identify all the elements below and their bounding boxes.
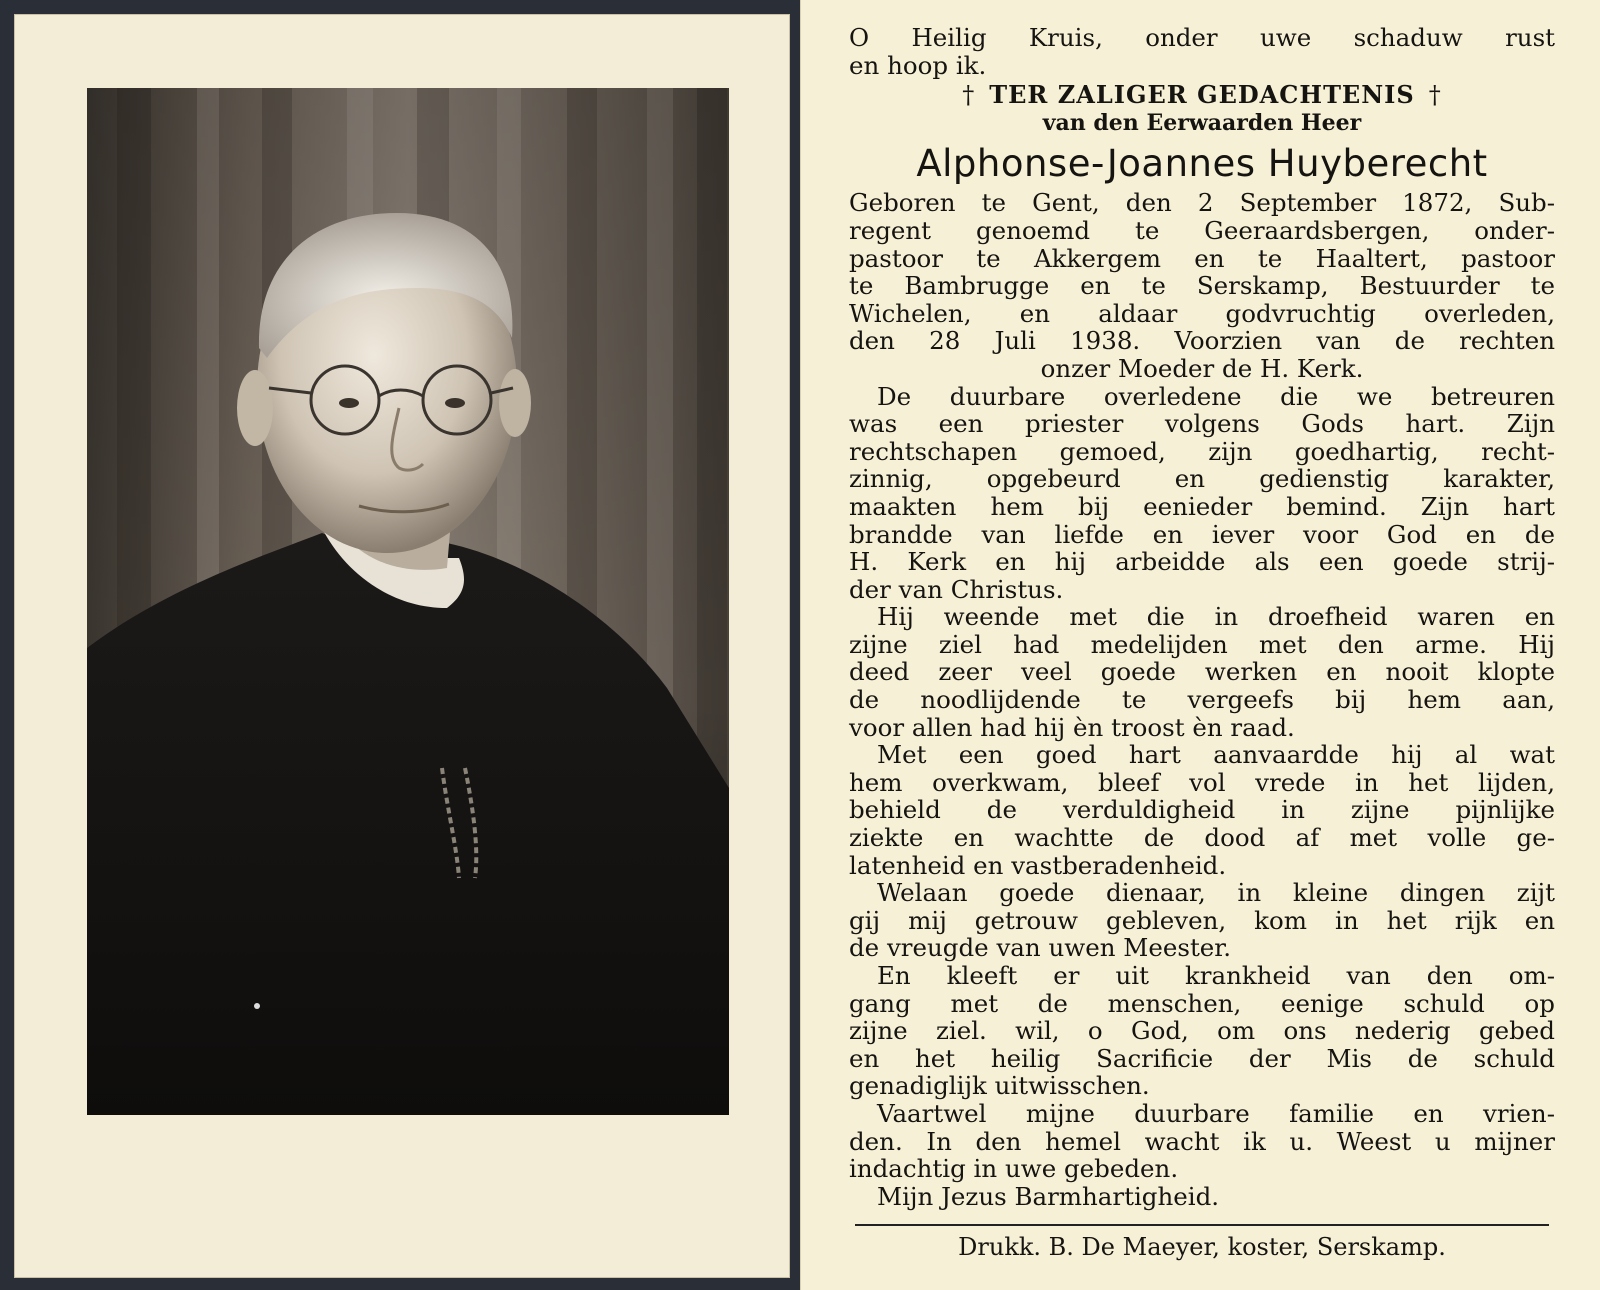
text-line: zinnig, opgebeurd en gedienstig karakter,: [849, 464, 1555, 494]
bio-line: te Bambrugge en te Serskamp, Bestuurder te: [849, 271, 1555, 301]
bio-line: regent genoemd te Geeraardsbergen, onder-: [849, 215, 1555, 245]
text-line: de noodlijdende te vergeefs bij hem aan,: [849, 685, 1555, 715]
divider: [855, 1224, 1549, 1226]
memorial-text: [849, 24, 1555, 1262]
text-line: behield de verduldigheid in zijne pijnlijke: [849, 795, 1555, 825]
text-line: genadiglijk uitwisschen.: [849, 1071, 1150, 1101]
paragraph-2: [849, 603, 1555, 741]
text-line: gij mij getrouw gebleven, kom in het rijk en: [849, 905, 1555, 935]
text-line: voor allen had hij èn troost èn raad.: [849, 712, 1295, 742]
paragraph-6: [849, 1100, 1555, 1183]
text-line: deed zeer veel goede werken en nooit klopte: [849, 657, 1555, 687]
text-line: indachtig in uwe gebeden.: [849, 1154, 1179, 1184]
paragraph-3: [849, 741, 1555, 879]
text-line: de vreugde van uwen Meester.: [849, 933, 1232, 963]
cross-icon-left: †: [962, 81, 976, 110]
motto: [849, 24, 1555, 79]
heading: [849, 81, 1555, 110]
cross-icon-right: †: [1428, 81, 1442, 110]
text-line: zijne ziel had medelijden met den arme. Hij: [849, 629, 1555, 659]
text-line: brandde van liefde en iever voor God en de: [849, 519, 1555, 549]
paragraph-1: [849, 383, 1555, 411]
text-line: gang met de menschen, eenige schuld op: [849, 988, 1555, 1018]
bio-line: den 28 Juli 1938. Voorzien van de rechten: [849, 326, 1555, 356]
deceased-name: Alphonse-Joannes Huyberecht: [916, 142, 1488, 186]
portrait-image: [87, 88, 729, 1115]
signoff: Mijn Jezus Barmhartigheid.: [877, 1181, 1220, 1211]
text-line: ziekte en wachtte de dood af met volle ge-: [849, 823, 1555, 853]
text-line: was een priester volgens Gods hart. Zijn: [849, 409, 1555, 439]
text-line: H. Kerk en hij arbeidde als een goede strij-: [849, 547, 1555, 577]
text-line: latenheid en vastberadenheid.: [849, 850, 1227, 880]
text-line: Met een goed hart aanvaardde hij al wat: [877, 740, 1555, 770]
paragraph-1-body: [849, 410, 1555, 603]
heading-text: TER ZALIGER GEDACHTENIS: [989, 80, 1415, 110]
text-line: rechtschapen gemoed, zijn goedhartig, recht-: [849, 436, 1555, 466]
subheading: van den Eerwaarden Heer: [1042, 109, 1362, 136]
paragraph-4: [849, 879, 1555, 962]
text-line: Welaan goede dienaar, in kleine dingen zijt: [877, 878, 1555, 908]
biography: [849, 189, 1555, 382]
bio-line: onzer Moeder de H. Kerk.: [1040, 353, 1364, 383]
text-line: En kleeft er uit krankheid van den om-: [877, 961, 1555, 990]
motto-line-1: O Heilig Kruis, onder uwe schaduw rust: [849, 23, 1555, 52]
printer-credit: Drukk. B. De Maeyer, koster, Serskamp.: [958, 1233, 1446, 1262]
text-line: maakten hem bij eenieder bemind. Zijn hart: [849, 491, 1555, 521]
paragraph-5: [849, 962, 1555, 1100]
text-line: De duurbare overledene die we betreuren: [877, 381, 1555, 411]
memorial-text-card: [800, 0, 1600, 1290]
motto-line-2: en hoop ik.: [849, 50, 987, 80]
text-line: zijne ziel. wil, o God, om ons nederig gebed: [849, 1016, 1555, 1046]
bio-line: pastoor te Akkergem en te Haaltert, pastoor: [849, 243, 1555, 273]
photo-mount: [14, 14, 790, 1278]
text-line: Vaartwel mijne duurbare familie en vrien-: [877, 1098, 1555, 1128]
text-line: den. In den hemel wacht ik u. Weest u mijner: [849, 1126, 1555, 1156]
bio-line: Wichelen, en aldaar godvruchtig overleden,: [849, 298, 1555, 328]
text-line: der van Christus.: [849, 574, 1064, 604]
text-line: Hij weende met die in droefheid waren en: [877, 602, 1555, 632]
bio-line: Geboren te Gent, den 2 September 1872, Sub-: [849, 188, 1555, 218]
text-line: hem overkwam, bleef vol vrede in het lijden,: [849, 767, 1555, 797]
text-line: en het heilig Sacrificie der Mis de schuld: [849, 1043, 1555, 1073]
portrait-photo: [87, 88, 729, 1115]
